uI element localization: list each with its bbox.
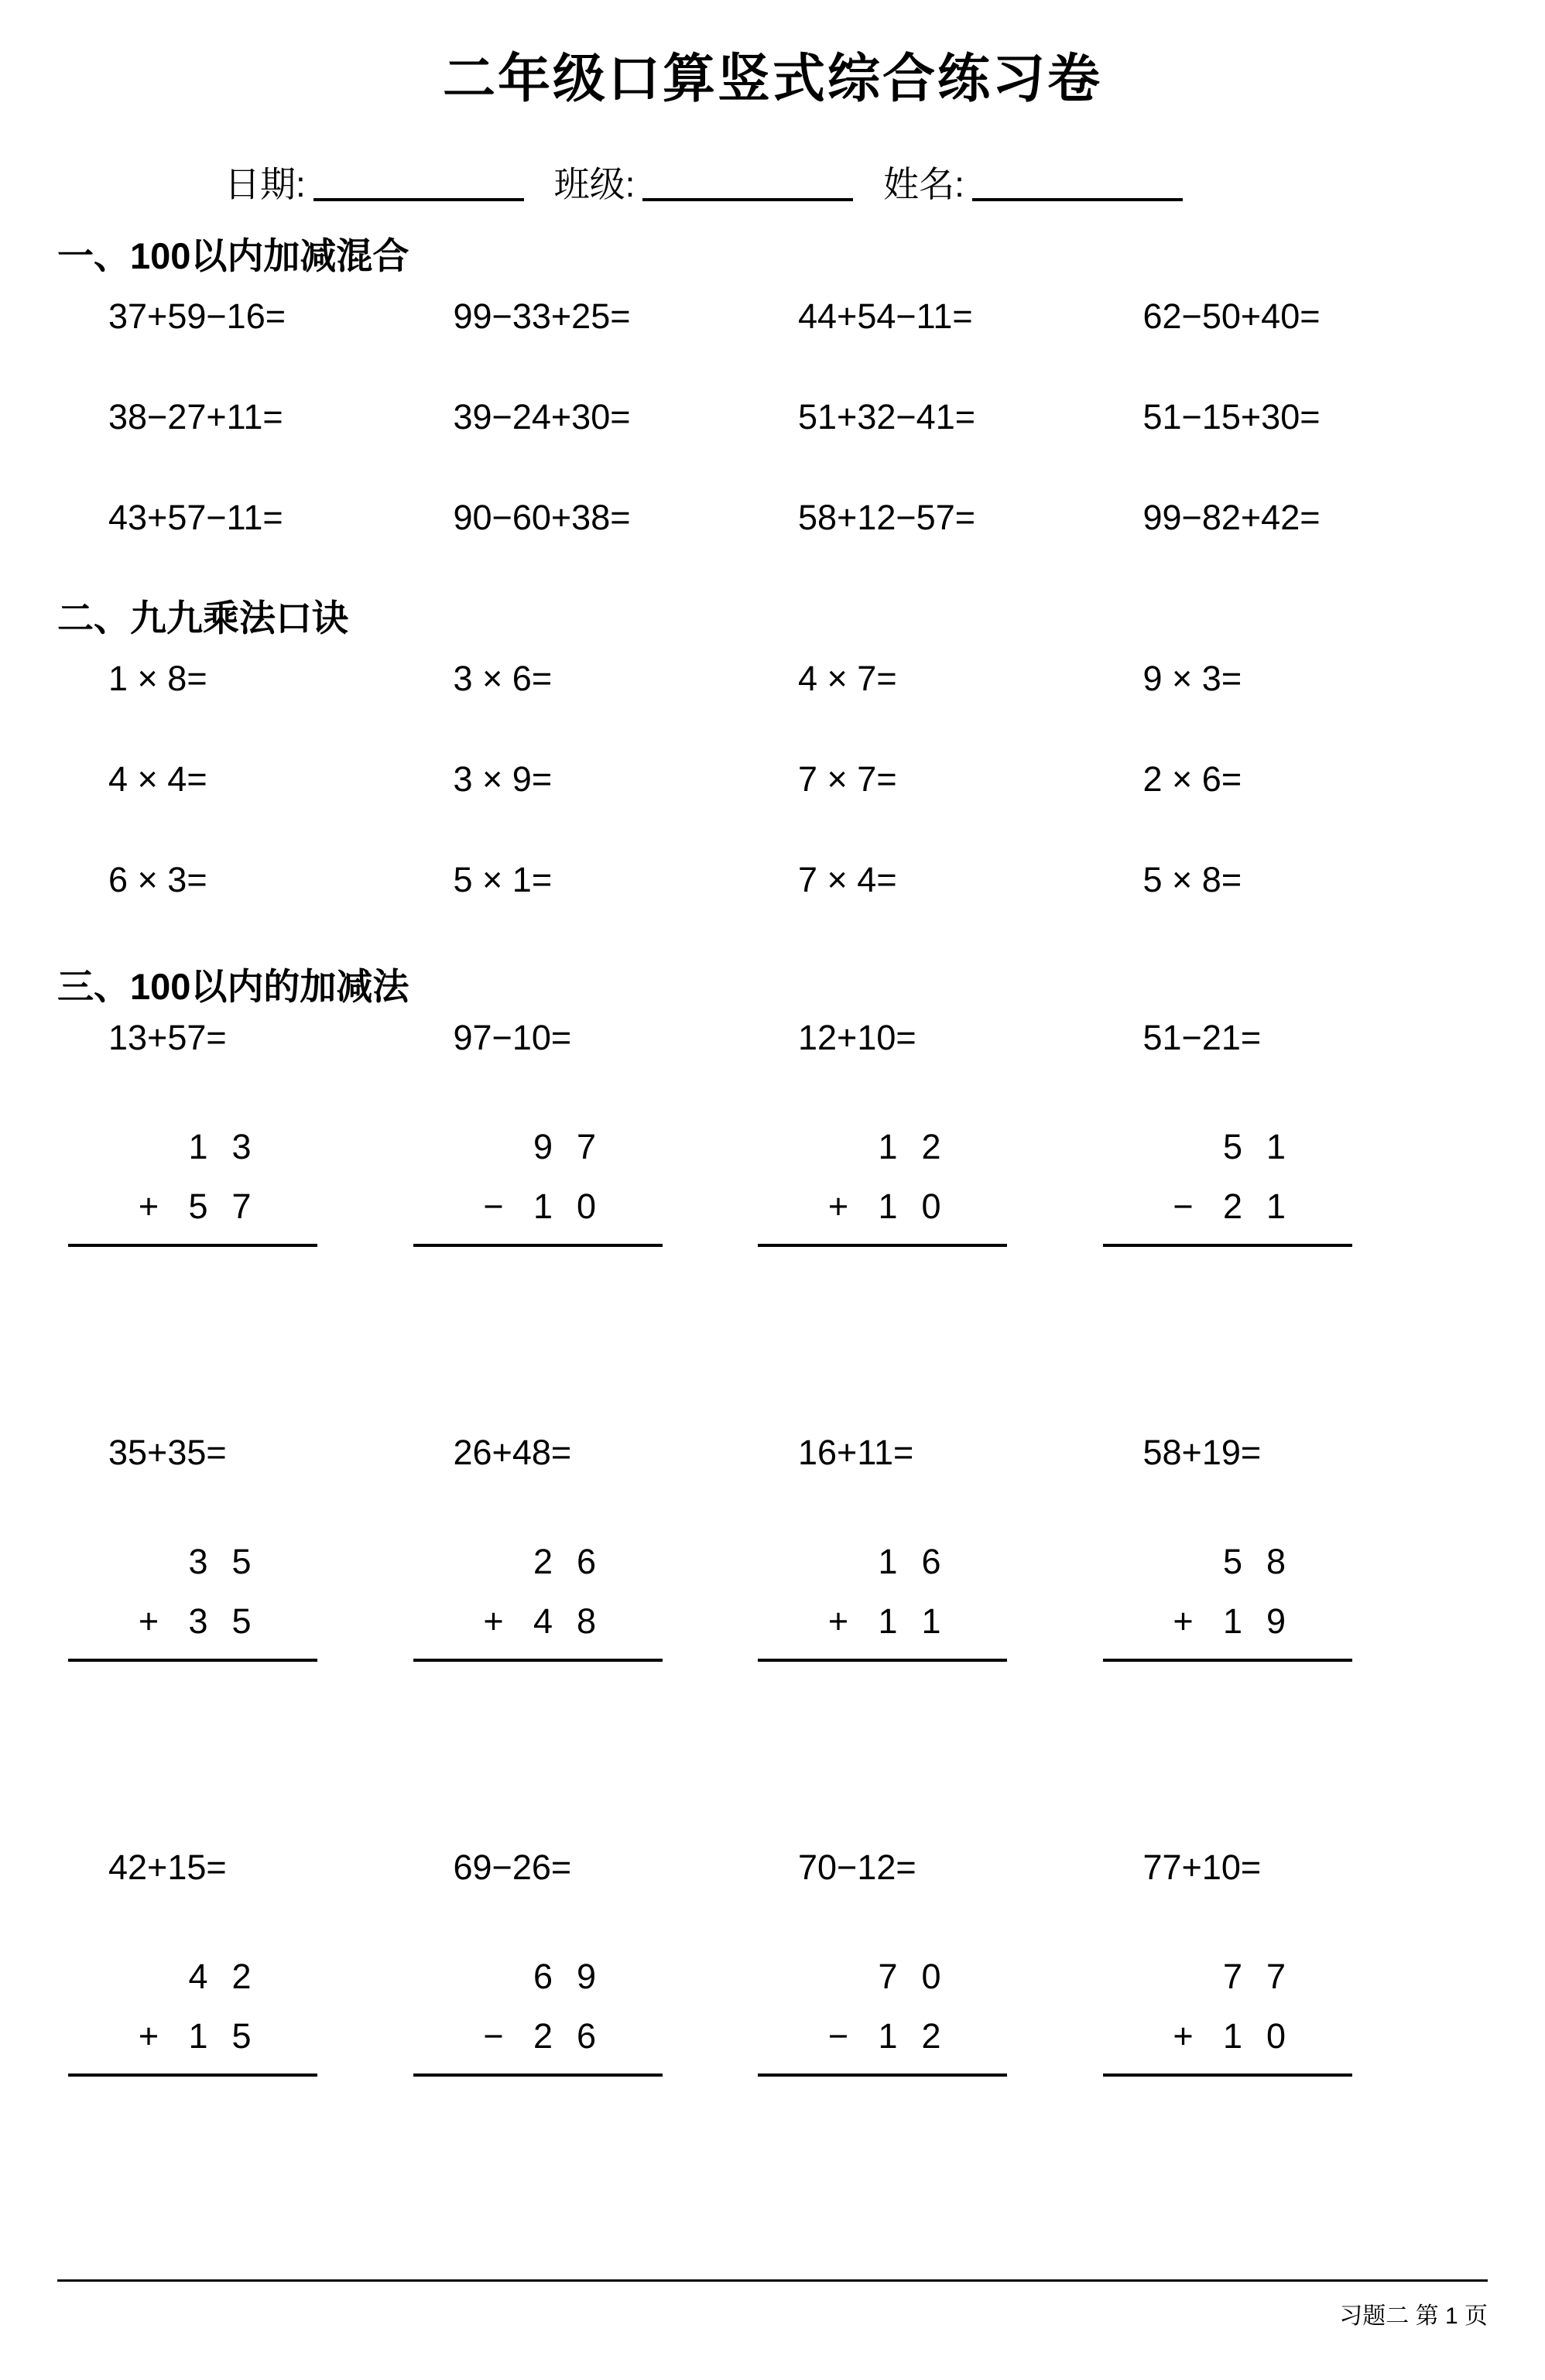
section-heading: 一、100以内加减混合 — [57, 235, 409, 276]
class-label: 班级: — [553, 164, 635, 204]
vf-op-placeholder — [466, 1129, 522, 1164]
vf-top-operand — [758, 1129, 953, 1164]
problem: 39−24+30= — [453, 397, 631, 437]
footer-page-number: 习题二 第 1 页 — [1339, 2303, 1488, 2329]
vertical-problem-row — [57, 1435, 1488, 1662]
vf-bottom-tens: 1 — [188, 2016, 208, 2056]
problem-label: 12+10= — [798, 1018, 916, 1057]
problem-label: 16+11= — [798, 1433, 914, 1472]
vf-op-placeholder — [1156, 1959, 1211, 1994]
section-heading: 三、100以内的加减法 — [57, 966, 409, 1007]
vf-op-placeholder — [810, 1959, 866, 1994]
vertical-form — [1103, 1129, 1352, 1247]
vf-operator: + — [827, 1601, 849, 1641]
vf-bottom-units: 5 — [231, 1601, 252, 1641]
vf-top-units: 0 — [921, 1957, 941, 1996]
class-blank — [642, 170, 853, 201]
vf-op-placeholder — [121, 1129, 176, 1164]
vf-top-units: 3 — [231, 1127, 252, 1166]
problem-row — [57, 661, 1488, 696]
page-footer — [57, 2279, 1488, 2328]
vf-bottom-units: 1 — [1266, 1187, 1286, 1226]
problem: 43+57−11= — [108, 498, 283, 537]
date-field — [224, 164, 538, 204]
vertical-problem — [798, 1435, 1143, 1662]
vf-top-operand — [68, 1959, 263, 1994]
problem: 7 × 7= — [798, 759, 897, 799]
vf-top-tens: 7 — [878, 1957, 898, 1996]
vf-op-placeholder — [121, 1959, 176, 1994]
vf-bottom-operand — [1103, 2016, 1298, 2056]
vf-top-units: 1 — [1266, 1127, 1286, 1166]
name-label: 姓名: — [883, 164, 964, 204]
vf-bottom-tens: 1 — [1222, 1601, 1243, 1641]
vf-bottom-operand — [758, 1601, 953, 1641]
vf-bottom-operand — [68, 1189, 263, 1224]
vf-top-tens: 1 — [878, 1542, 898, 1581]
vertical-problem — [1143, 1020, 1488, 1247]
page-title: 二年级口算竖式综合练习卷 — [442, 50, 1102, 108]
section-mixed-add-sub — [57, 235, 1488, 537]
vf-top-units: 7 — [576, 1127, 597, 1166]
vertical-problem — [798, 1847, 1143, 2077]
problem-label: 35+35= — [108, 1433, 227, 1472]
vf-op-placeholder — [121, 1544, 176, 1579]
problem-label: 97−10= — [453, 1018, 572, 1057]
problem: 1 × 8= — [108, 659, 207, 698]
date-label: 日期: — [224, 164, 306, 204]
vf-bottom-tens: 5 — [188, 1187, 208, 1226]
vf-op-placeholder — [810, 1544, 866, 1579]
problem: 9 × 3= — [1142, 659, 1242, 698]
vf-op-placeholder — [1156, 1544, 1211, 1579]
vf-bottom-tens: 1 — [878, 1187, 898, 1226]
section-heading: 二、九九乘法口诀 — [57, 598, 348, 639]
vf-top-tens: 5 — [1222, 1127, 1243, 1166]
vf-bottom-units: 7 — [231, 1187, 252, 1226]
vf-top-operand — [413, 1129, 608, 1164]
problem: 3 × 6= — [453, 659, 553, 698]
vertical-problem — [798, 1020, 1143, 1247]
vf-bottom-tens: 3 — [188, 1601, 208, 1641]
vf-bottom-operand — [413, 1189, 608, 1224]
vf-bottom-units: 8 — [576, 1601, 597, 1641]
vf-bottom-units: 2 — [921, 2016, 941, 2056]
vf-operator: − — [827, 2016, 849, 2056]
vf-operator: − — [483, 1187, 504, 1226]
vertical-form — [1103, 1544, 1352, 1662]
vf-operator: + — [483, 1601, 504, 1641]
vf-top-operand — [413, 1544, 608, 1579]
vf-op-placeholder — [466, 1544, 522, 1579]
vf-bottom-operand — [413, 2016, 608, 2056]
vf-op-placeholder — [1156, 1129, 1211, 1164]
problem: 99−33+25= — [453, 296, 631, 336]
vf-top-operand — [1103, 1544, 1298, 1579]
vertical-problem — [108, 1847, 454, 2077]
vf-bottom-operand — [68, 2016, 263, 2056]
vf-top-tens: 2 — [533, 1542, 553, 1581]
vertical-form — [413, 1129, 663, 1247]
problem: 44+54−11= — [798, 296, 973, 336]
problem: 4 × 4= — [108, 759, 207, 799]
problem-label: 77+10= — [1142, 1847, 1262, 1887]
problem-row — [57, 759, 1488, 799]
vf-op-placeholder — [810, 1129, 866, 1164]
problem: 51−15+30= — [1142, 397, 1321, 437]
vf-top-operand — [1103, 1959, 1298, 1994]
vertical-form — [413, 1544, 663, 1662]
vertical-form — [758, 1544, 1007, 1662]
vf-op-placeholder — [466, 1959, 522, 1994]
vf-top-units: 9 — [576, 1957, 597, 1996]
class-field — [554, 164, 868, 204]
vf-bottom-units: 0 — [576, 1187, 597, 1226]
vf-bottom-operand — [758, 1189, 953, 1224]
vf-operator: + — [1173, 1601, 1194, 1641]
problem-label: 13+57= — [108, 1018, 227, 1057]
vf-bottom-operand — [68, 1601, 263, 1641]
problem-label: 42+15= — [108, 1847, 227, 1887]
name-blank — [972, 170, 1183, 201]
vf-top-units: 6 — [576, 1542, 597, 1581]
meta-line — [57, 166, 1488, 202]
vf-top-units: 6 — [921, 1542, 941, 1581]
section-multiplication — [57, 600, 1488, 897]
vf-bottom-tens: 1 — [533, 1187, 553, 1226]
vf-top-tens: 9 — [533, 1127, 553, 1166]
vertical-problem-row — [57, 1847, 1488, 2077]
vertical-form — [758, 1959, 1007, 2077]
problem-label: 69−26= — [453, 1847, 572, 1887]
vf-operator: − — [1173, 1187, 1194, 1226]
problem-row — [57, 397, 1488, 437]
vf-top-operand — [1103, 1129, 1298, 1164]
vf-bottom-units: 1 — [921, 1601, 941, 1641]
vertical-form — [758, 1129, 1007, 1247]
problem: 3 × 9= — [453, 759, 553, 799]
vf-top-units: 2 — [921, 1127, 941, 1166]
vf-bottom-units: 9 — [1266, 1601, 1286, 1641]
vertical-problem — [1142, 1847, 1488, 2077]
vf-bottom-operand — [1103, 1601, 1298, 1641]
problem-label: 26+48= — [453, 1433, 572, 1472]
vf-top-operand — [758, 1959, 953, 1994]
vertical-form — [413, 1959, 663, 2077]
problem: 51+32−41= — [798, 397, 975, 437]
problem-label: 70−12= — [798, 1847, 916, 1887]
problem-row — [57, 862, 1488, 897]
vertical-problem — [108, 1020, 454, 1247]
vf-top-units: 2 — [231, 1957, 252, 1996]
problem: 62−50+40= — [1142, 296, 1321, 336]
problem: 99−82+42= — [1142, 498, 1321, 537]
vf-top-tens: 1 — [188, 1127, 208, 1166]
vf-bottom-units: 0 — [1266, 2016, 1286, 2056]
problem: 58+12−57= — [798, 498, 975, 537]
vf-operator: + — [138, 1601, 159, 1641]
problem: 7 × 4= — [798, 860, 897, 899]
vf-operator: + — [138, 1187, 159, 1226]
vf-bottom-tens: 4 — [533, 1601, 553, 1641]
vf-top-tens: 7 — [1222, 1957, 1243, 1996]
vf-top-units: 7 — [1266, 1957, 1286, 1996]
problem: 90−60+38= — [453, 498, 631, 537]
vf-operator: + — [1173, 2016, 1194, 2056]
section-vertical-add-sub — [57, 968, 1488, 2077]
vf-top-tens: 4 — [188, 1957, 208, 1996]
vf-bottom-operand — [413, 1601, 608, 1641]
vertical-form — [1103, 1959, 1352, 2077]
vertical-problem — [454, 1020, 799, 1247]
problem: 5 × 1= — [453, 860, 553, 899]
problem-row — [57, 500, 1488, 535]
vertical-form — [68, 1959, 317, 2077]
vf-bottom-tens: 1 — [1222, 2016, 1243, 2056]
vf-bottom-tens: 2 — [1222, 1187, 1243, 1226]
vertical-problem — [454, 1435, 799, 1662]
vf-operator: + — [827, 1187, 849, 1226]
vf-bottom-tens: 2 — [533, 2016, 553, 2056]
problem: 38−27+11= — [108, 397, 283, 437]
vf-top-tens: 1 — [878, 1127, 898, 1166]
problem-row — [57, 296, 1488, 336]
problem: 5 × 8= — [1142, 860, 1242, 899]
vf-top-units: 5 — [231, 1542, 252, 1581]
vf-bottom-tens: 1 — [878, 1601, 898, 1641]
problem-label: 58+19= — [1142, 1433, 1262, 1472]
vf-bottom-units: 5 — [231, 2016, 252, 2056]
name-field — [883, 164, 1197, 204]
vf-top-tens: 6 — [533, 1957, 553, 1996]
vf-top-operand — [68, 1544, 263, 1579]
vertical-form — [68, 1129, 317, 1247]
vf-top-tens: 3 — [188, 1542, 208, 1581]
vf-bottom-operand — [1103, 1189, 1298, 1224]
vf-top-units: 8 — [1266, 1542, 1286, 1581]
problem: 4 × 7= — [798, 659, 897, 698]
vf-top-operand — [68, 1129, 263, 1164]
vf-top-tens: 5 — [1222, 1542, 1243, 1581]
problem: 2 × 6= — [1142, 759, 1242, 799]
vertical-problem — [453, 1847, 799, 2077]
vertical-problem — [108, 1435, 454, 1662]
vertical-problem-row — [57, 1020, 1488, 1247]
vf-top-operand — [758, 1544, 953, 1579]
vf-bottom-tens: 1 — [878, 2016, 898, 2056]
vf-bottom-units: 0 — [921, 1187, 941, 1226]
vertical-form — [68, 1544, 317, 1662]
problem: 6 × 3= — [108, 860, 207, 899]
vf-top-operand — [413, 1959, 608, 1994]
problem-label: 51−21= — [1142, 1018, 1262, 1057]
date-blank — [313, 170, 524, 201]
vf-bottom-operand — [758, 2016, 953, 2056]
vertical-problem — [1143, 1435, 1488, 1662]
problem: 37+59−16= — [108, 296, 286, 336]
vf-operator: + — [138, 2016, 159, 2056]
vf-operator: − — [483, 2016, 504, 2056]
vf-bottom-units: 6 — [576, 2016, 597, 2056]
